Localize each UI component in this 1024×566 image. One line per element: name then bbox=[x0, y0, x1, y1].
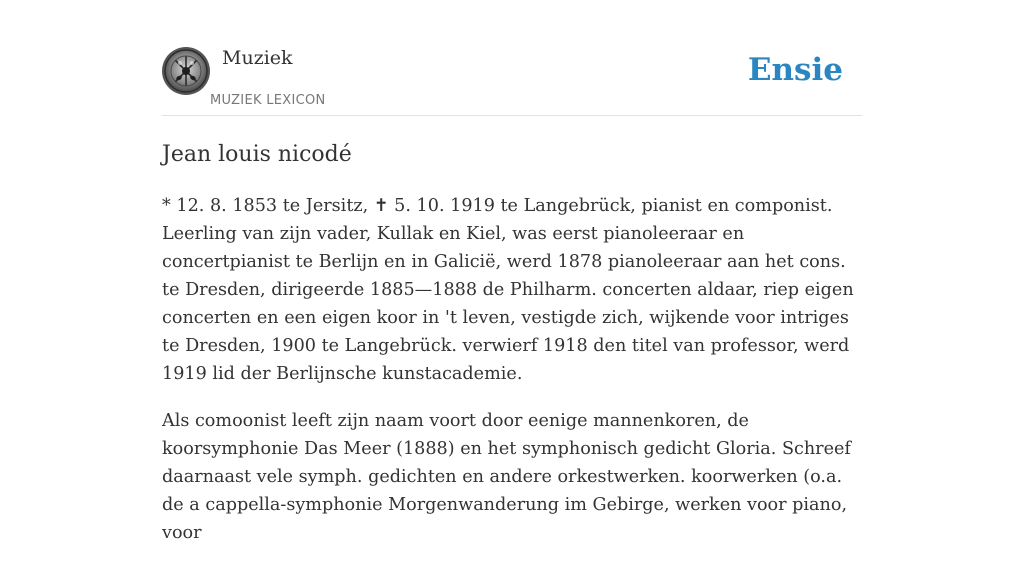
site-name[interactable]: Muziek bbox=[222, 47, 293, 69]
article-body bbox=[162, 192, 866, 566]
article-paragraph: Als comoonist leeft zijn naam voort door eenige mannenkoren, de koorsymphonie Das Meer (1888) en het symphonisch gedicht Gloria. Schreef daarnaast vele symph. gedichten en andere orkestwerken. koorwerken (o.a. de a cappella-symphonie Morgenwanderung im Gebirge, werken voor piano, voor bbox=[162, 411, 851, 543]
brand-logo-link[interactable]: Ensie bbox=[747, 52, 843, 88]
article-paragraph: * 12. 8. 1853 te Jersitz, ✝ 5. 10. 1919 te Langebrück, pianist en componist. Leerling van zijn vader, Kullak en Kiel, was eerst pianoleeraar en concertpianist te Berlijn en in Galicië, werd 1878 pianoleeraar aan het cons. te Dresden, dirigeerde 1885—1888 de Philharm. concerten aldaar, riep eigen concerten en een eigen koor in 't leven, vestigde zich, wijkende voor intriges te Dresden, 1900 te Langebrück. verwierf 1918 den titel van professor, werd 1919 lid der Berlijnsche kunstacademie. bbox=[162, 196, 854, 384]
site-subtitle: MUZIEK LEXICON bbox=[210, 93, 326, 108]
avatar[interactable] bbox=[162, 47, 210, 95]
music-emblem-icon bbox=[162, 47, 210, 95]
page-title: Jean louis nicodé bbox=[162, 142, 352, 167]
site-header bbox=[162, 40, 862, 116]
